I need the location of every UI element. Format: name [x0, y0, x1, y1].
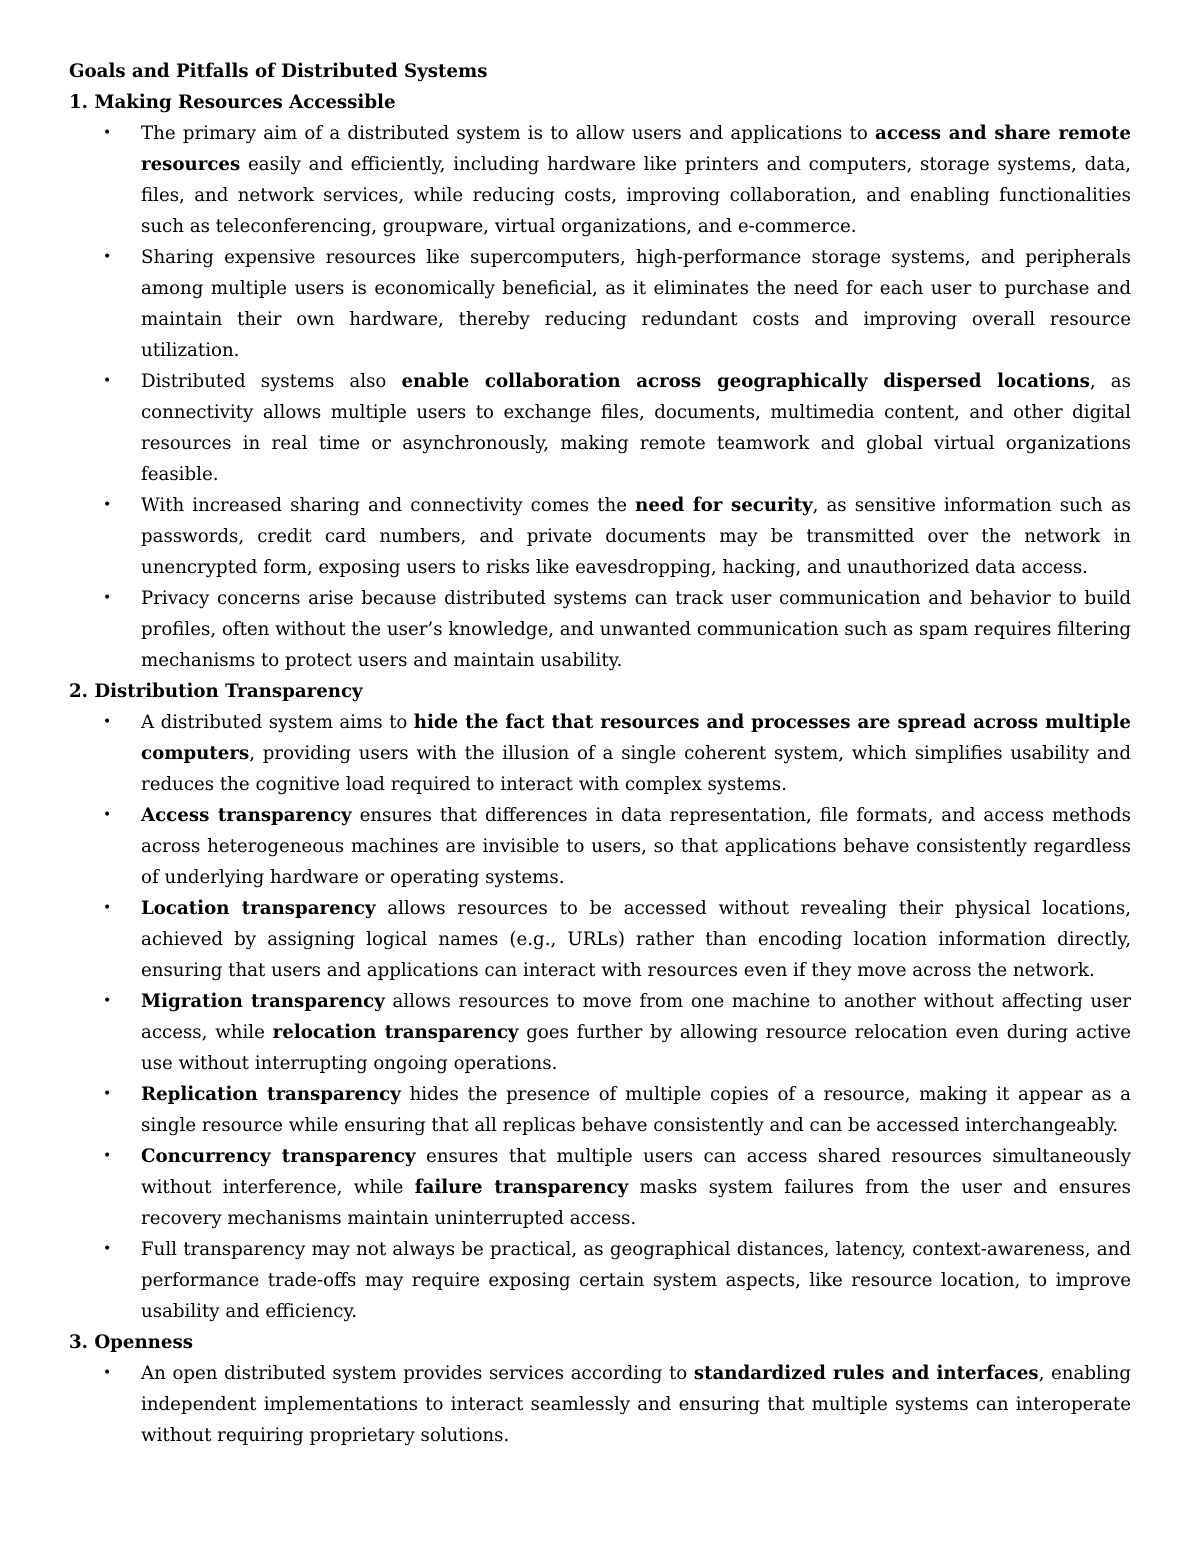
text-run: ensures that multiple users can access shared resources simultaneously without interference, while [141, 1146, 1132, 1198]
text-run: , as connectivity allows multiple users to exchange files, documents, multimedia content, and other digital resources in real time or asynchronously, making remote teamwork and global virtual organizations feasible. [141, 371, 1131, 485]
paragraph-text [141, 1084, 1131, 1136]
bullet-icon: • [103, 1241, 112, 1257]
bold-text-run: enable collaboration across geographically dispersed locations [401, 371, 1090, 392]
bullet-icon: • [103, 1148, 112, 1164]
text-run: Sharing expensive resources like supercomputers, high-performance storage systems, and peripherals among multiple users is economically beneficial, as it eliminates the need for each user to purchase and maintain their own hardware, thereby reducing redundant costs and improving overall resource utilization. [141, 247, 1131, 361]
text-run: The primary aim of a distributed system is to allow users and applications to [141, 123, 876, 144]
bullet-list [69, 1358, 1131, 1451]
list-item [69, 707, 1131, 800]
paragraph-text [141, 588, 1131, 671]
text-run: hides the presence of multiple copies of a resource, making it appear as a single resource while ensuring that all replicas behave consistently and can be accessed interchangeably. [141, 1084, 1132, 1136]
bullet-icon: • [103, 590, 112, 606]
bold-text-run: access and share remote resources [141, 123, 1132, 175]
text-run: , as sensitive information such as passwords, credit card numbers, and private documents may be transmitted over the network in unencrypted form, exposing users to risks like eavesdropping, hacking, and unauthorized data access. [141, 495, 1131, 578]
list-item [69, 1358, 1131, 1451]
bullet-icon: • [103, 497, 112, 513]
paragraph-text [141, 991, 1131, 1074]
bold-text-run: Replication transparency [141, 1084, 401, 1105]
text-run: masks system failures from the user and ensures recovery mechanisms maintain uninterrupted access. [141, 1177, 1131, 1229]
bullet-icon: • [103, 714, 112, 730]
paragraph-text [141, 1146, 1131, 1229]
list-item [69, 1234, 1131, 1327]
list-item [69, 893, 1131, 986]
list-item [69, 118, 1131, 242]
bullet-icon: • [103, 1086, 112, 1102]
text-run: goes further by allowing resource relocation even during active use without interrupting ongoing operations. [141, 1022, 1131, 1074]
text-run: ensures that differences in data representation, file formats, and access methods across heterogeneous machines are invisible to users, so that applications behave consistently regardless of underlying hardware or operating systems. [141, 805, 1131, 888]
section-heading: 2. Distribution Transparency [69, 681, 363, 702]
text-run: allows resources to move from one machine to another without affecting user access, while [141, 991, 1131, 1043]
list-item [69, 986, 1131, 1079]
list-item [69, 583, 1131, 676]
paragraph-text [141, 898, 1131, 981]
text-run: An open distributed system provides services according to [141, 1363, 694, 1384]
text-run: Full transparency may not always be practical, as geographical distances, latency, context-awareness, and performance trade-offs may require exposing certain system aspects, like resource location, to improve usability and efficiency. [141, 1239, 1131, 1322]
bold-text-run: Concurrency transparency [141, 1146, 416, 1167]
paragraph-text [141, 123, 1131, 237]
bullet-list [69, 707, 1131, 1327]
list-item [69, 242, 1131, 366]
text-run: Distributed systems also [141, 371, 402, 392]
text-run: A distributed system aims to [141, 712, 414, 733]
section-heading: 1. Making Resources Accessible [69, 92, 396, 113]
document-title: Goals and Pitfalls of Distributed Systems [69, 61, 488, 82]
list-item [69, 1079, 1131, 1141]
paragraph-text [141, 1239, 1131, 1322]
bold-text-run: standardized rules and interfaces [693, 1363, 1039, 1384]
bold-text-run: Migration transparency [141, 991, 385, 1012]
text-run: , enabling independent implementations to interact seamlessly and ensuring that multiple systems can interoperate without requiring proprietary solutions. [141, 1363, 1131, 1446]
paragraph-text [141, 247, 1131, 361]
paragraph-text [141, 805, 1131, 888]
bullet-icon: • [103, 249, 112, 265]
bullet-icon: • [103, 125, 112, 141]
text-run: Privacy concerns arise because distributed systems can track user communication and behavior to build profiles, often without the user’s knowledge, and unwanted communication such as spam requires filtering mechanisms to protect users and maintain usability. [141, 588, 1131, 671]
bullet-icon: • [103, 1365, 112, 1381]
paragraph-text [141, 1363, 1131, 1446]
section-heading: 3. Openness [69, 1332, 193, 1353]
bold-text-run: Access transparency [141, 805, 352, 826]
bold-text-run: failure transparency [414, 1177, 629, 1198]
list-item [69, 490, 1131, 583]
bold-text-run: need for security [635, 495, 813, 516]
list-item [69, 366, 1131, 490]
bold-text-run: hide the fact that resources and processes are spread across multiple computers [141, 712, 1131, 764]
bold-text-run: Location transparency [141, 898, 376, 919]
bullet-icon: • [103, 807, 112, 823]
bullet-icon: • [103, 373, 112, 389]
document-body [69, 56, 1131, 1451]
text-run: allows resources to be accessed without revealing their physical locations, achieved by assigning logical names (e.g., URLs) rather than encoding location information directly, ensuring that users and applications can interact with resources even if they move across the network. [141, 898, 1131, 981]
bullet-icon: • [103, 993, 112, 1009]
bullet-icon: • [103, 900, 112, 916]
bullet-list [69, 118, 1131, 676]
text-run: , providing users with the illusion of a single coherent system, which simplifies usability and reduces the cognitive load required to interact with complex systems. [141, 743, 1131, 795]
list-item [69, 800, 1131, 893]
bold-text-run: relocation transparency [272, 1022, 519, 1043]
text-run: With increased sharing and connectivity comes the [141, 495, 636, 516]
paragraph-text [141, 712, 1131, 795]
list-item [69, 1141, 1131, 1234]
paragraph-text [141, 371, 1131, 485]
paragraph-text [141, 495, 1131, 578]
text-run: easily and efficiently, including hardware like printers and computers, storage systems, data, files, and network services, while reducing costs, improving collaboration, and enabling functionalities such as teleconferencing, groupware, virtual organizations, and e-commerce. [141, 154, 1131, 237]
